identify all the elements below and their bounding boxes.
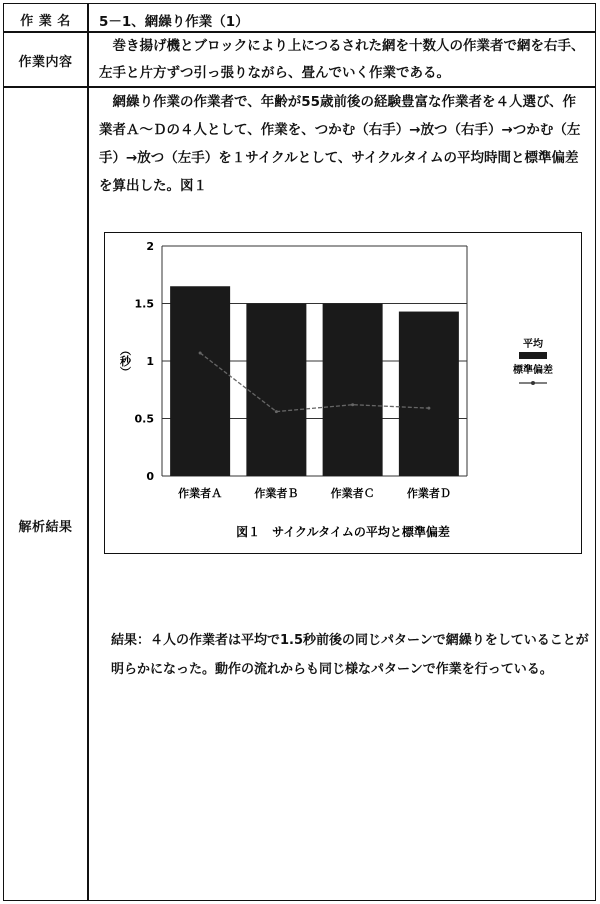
y-tick-label: 0 <box>146 470 154 483</box>
std-line <box>200 353 429 412</box>
std-point <box>275 410 278 413</box>
figure-1 <box>104 232 582 554</box>
result-block <box>111 626 589 684</box>
work-name-value: 5－1、網繰り作業（1） <box>99 14 249 30</box>
work-content-text: 巻き揚げ機とブロックにより上につるされた網を十数人の作業者で網を右手、左手と片方ずつ引っ張りながら、畳んでいく作業である。 <box>99 38 585 81</box>
analysis-text: 網繰り作業の作業者で、年齢が55歳前後の経験豊富な作業者を４人選び、作業者Ａ～Ｄの４人として、作業を、つかむ（右手）→放つ（右手）→つかむ（左手）→放つ（左手）を１サイクルとして、サイクルタイムの平均時間と標準偏差を算出した。図１ <box>99 94 581 194</box>
bar-mean <box>170 286 230 476</box>
y-tick-label: 1.5 <box>134 297 154 311</box>
std-point <box>199 351 202 354</box>
x-tick-label: 作業者Ａ <box>178 487 223 500</box>
chart-title: 図１ サイクルタイムの平均と標準偏差 <box>236 525 450 539</box>
x-tick-label: 作業者Ｄ <box>406 487 451 500</box>
std-point <box>351 403 354 406</box>
bar-mean <box>399 312 459 476</box>
legend-label-std: 標準偏差 <box>513 365 553 376</box>
std-point <box>427 407 430 410</box>
y-axis-label: （秒） <box>118 344 132 378</box>
bar-mean <box>323 304 383 477</box>
cycle-time-chart <box>105 233 581 553</box>
x-tick-label: 作業者Ｃ <box>330 487 375 500</box>
result-text: ４人の作業者は平均で1.5秒前後の同じパターンで網繰りをしていることが明らかになった。動作の流れからも同じ様なパターンで作業を行っている。 <box>111 633 589 677</box>
result-lead: 結果： <box>111 633 151 648</box>
analysis-sheet <box>3 3 596 901</box>
work-name-label: 作 業 名 <box>20 14 71 29</box>
legend-marker-std <box>531 381 535 385</box>
bar-mean <box>246 304 306 477</box>
y-tick-label: 0.5 <box>134 412 154 426</box>
legend-label-mean: 平均 <box>523 339 543 350</box>
column-divider <box>87 4 89 900</box>
legend-swatch-mean <box>519 352 547 359</box>
y-tick-label: 2 <box>146 240 154 253</box>
work-content-label: 作業内容 <box>18 55 73 70</box>
y-tick-label: 1 <box>146 355 154 368</box>
analysis-label: 解析結果 <box>18 520 73 535</box>
x-tick-label: 作業者Ｂ <box>254 487 299 500</box>
